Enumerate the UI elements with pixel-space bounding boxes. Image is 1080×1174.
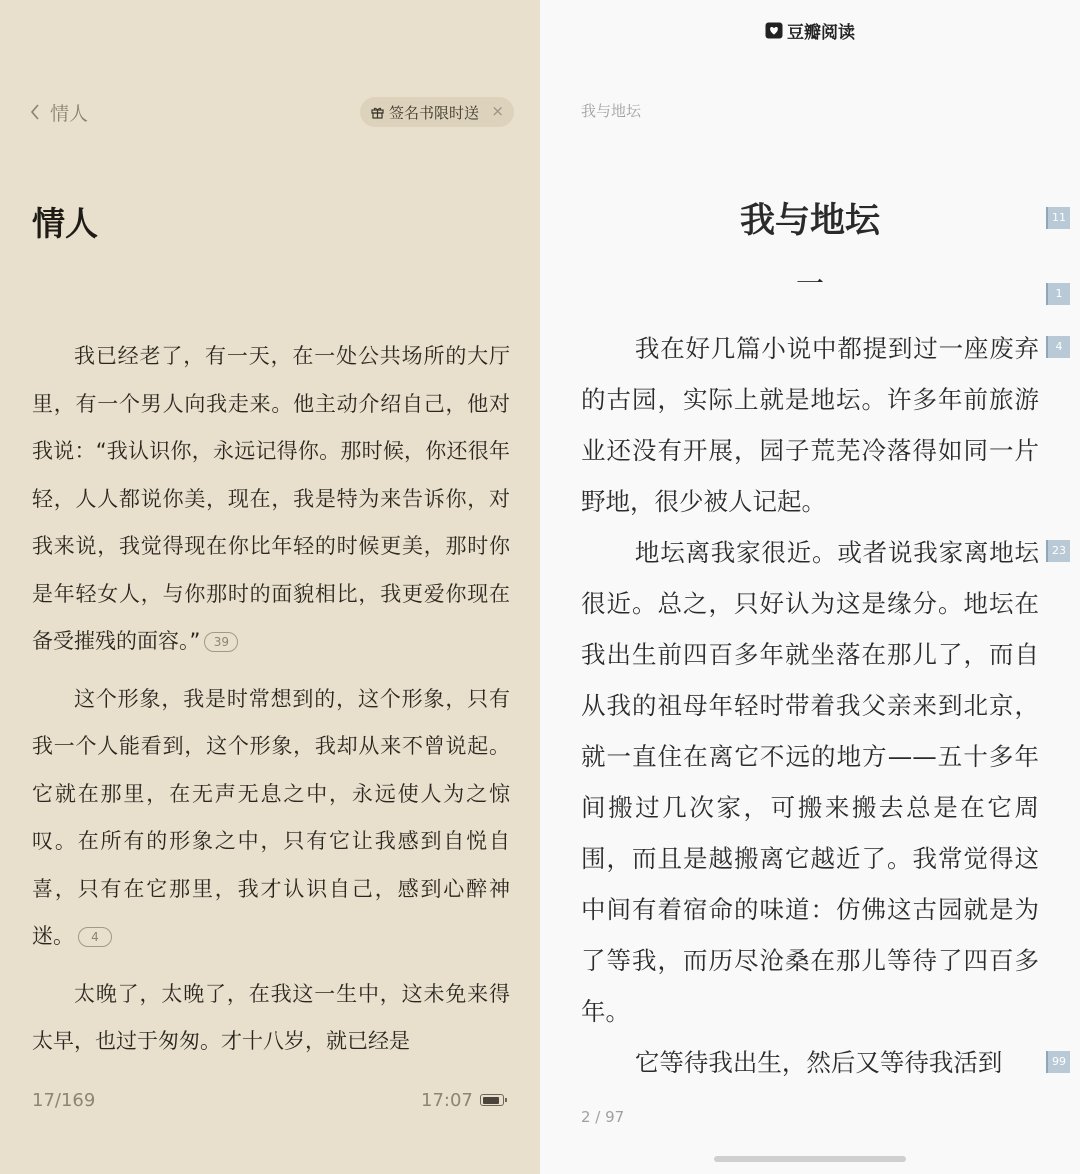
annotation-count-badge[interactable]: 39 <box>204 632 238 652</box>
comment-count-marker[interactable]: 99 <box>1046 1051 1070 1073</box>
paragraph-text: 我已经老了，有一天，在一处公共场所的大厅里，有一个男人向我走来。他主动介绍自己，他对我说：“我认识你，永远记得你。那时候，你还很年轻，人人都说你美，现在，我是特为来告诉你，对我来说，我觉得现在你比年轻的时候更美，那时你是年轻女人，与你那时的面貌相比，我更爱你现在备受摧残的面容。” <box>32 344 510 653</box>
reading-text <box>32 333 510 1060</box>
paragraph <box>32 971 510 1061</box>
battery-icon <box>480 1094 504 1106</box>
comment-count-marker[interactable]: 1 <box>1046 283 1070 305</box>
paragraph <box>32 333 510 666</box>
back-label: 情人 <box>50 102 89 125</box>
right-reader-pane <box>540 0 1080 1174</box>
page-counter: 2 / 97 <box>581 1108 625 1126</box>
back-button[interactable] <box>30 96 88 128</box>
paragraph: 地坛离我家很近。或者说我家离地坛很近。总之，只好认为这是缘分。地坛在我出生前四百多年就坐落在那儿了，而自从我的祖母年轻时带着我父亲来到北京，就一直住在离它不远的地方——五十多年间搬过几次家，可搬来搬去总是在它周围，而且是越搬离它越近了。我常觉得这中间有着宿命的味道：仿佛这古园就是为了等我，而历尽沧桑在那儿等待了四百多年。 <box>581 538 1039 1026</box>
page-progress: 17/169 <box>32 1090 96 1111</box>
paragraph: 我在好几篇小说中都提到过一座废弃的古园，实际上就是地坛。许多年前旅游业还没有开展，园子荒芜冷落得如同一片野地，很少被人记起。 <box>581 334 1039 516</box>
home-indicator[interactable] <box>714 1156 906 1162</box>
annotation-count-badge[interactable]: 4 <box>78 927 112 947</box>
comment-count-marker[interactable]: 11 <box>1046 207 1070 229</box>
status-clock: 17:07 <box>421 1090 473 1111</box>
paragraph-text: 这个形象，我是时常想到的，这个形象，只有我一个人能看到，这个形象，我却从来不曾说起。它就在那里，在无声无息之中，永远使人为之惊叹。在所有的形象之中，只有它让我感到自悦自喜，只有在它那里，我才认识自己，感到心醉神迷。 <box>32 686 510 948</box>
close-icon[interactable]: × <box>491 102 504 120</box>
reading-text <box>581 323 1039 1083</box>
chevron-left-icon <box>30 104 40 120</box>
gift-icon <box>371 106 384 119</box>
breadcrumb: 我与地坛 <box>581 102 642 120</box>
douban-read-logo-icon <box>765 22 783 39</box>
chapter-title: 我与地坛 <box>739 201 880 241</box>
signed-book-promo-chip[interactable] <box>360 97 514 127</box>
comment-count-marker[interactable]: 23 <box>1046 540 1070 562</box>
comment-count-marker[interactable]: 4 <box>1046 336 1070 358</box>
book-title: 情人 <box>32 204 98 243</box>
paragraph <box>32 676 510 961</box>
section-number: 一 <box>795 267 824 300</box>
battery-level <box>483 1097 499 1104</box>
promo-label: 签名书限时送 <box>389 103 480 122</box>
paragraph-text: 太晚了，太晚了，在我这一生中，这未免来得太早，也过于匆匆。才十八岁，就已经是 <box>32 981 510 1053</box>
paragraph: 它等待我出生，然后又等待我活到 <box>634 1048 1003 1077</box>
app-header <box>540 17 1080 43</box>
app-name: 豆瓣阅读 <box>787 22 855 43</box>
